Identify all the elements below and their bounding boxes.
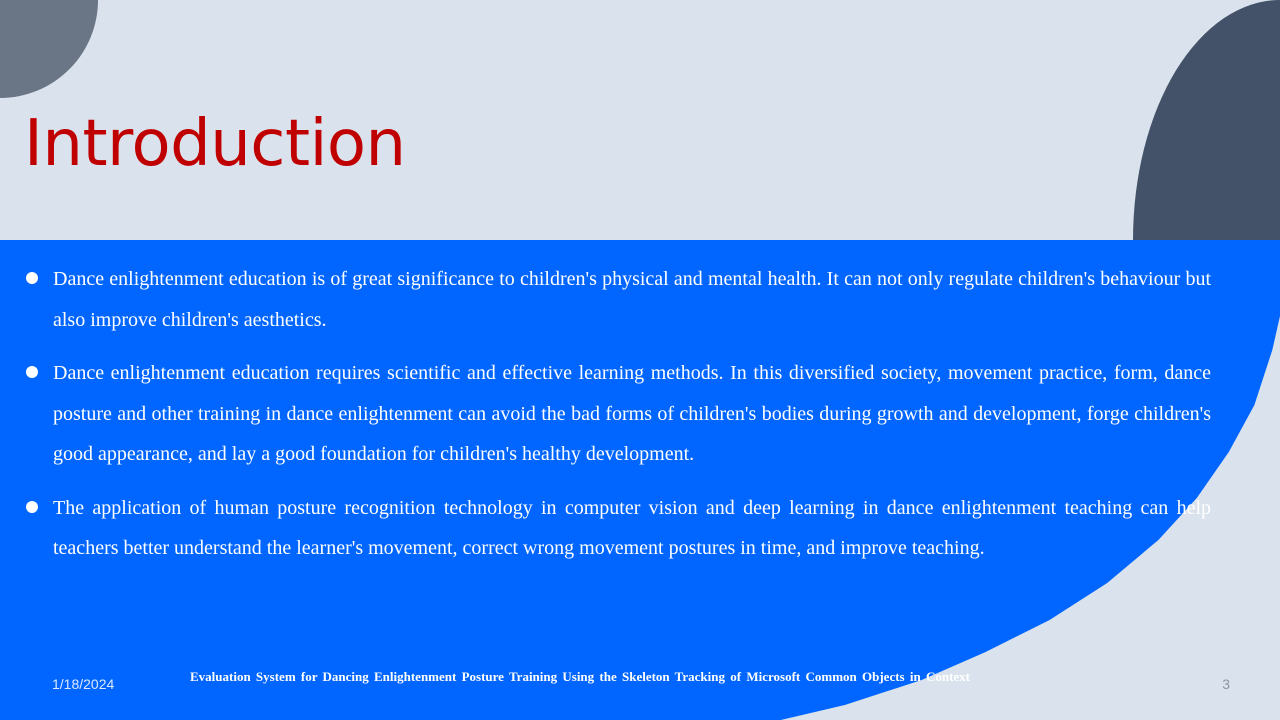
bullet-item [24,259,1211,340]
bullet-dot-icon [26,501,38,513]
bullet-text: The application of human posture recognition technology in computer vision and deep learning in dance enlightenment teaching can help teachers better understand the learner's movement, correct wrong movement postures in time, and improve teaching. [53,496,1211,559]
page-number: 3 [1222,676,1230,692]
bullet-text: Dance enlightenment education requires scientific and effective learning methods. In this diversified society, movement practice, form, dance posture and other training in dance enlightenment can avoid the bad forms of children's bodies during growth and development, forge children's good appearance, and lay a good foundation for children's healthy development. [53,362,1211,465]
bullet-dot-icon [26,366,38,378]
bullet-item [24,488,1211,569]
bullet-item [24,353,1211,475]
bullet-list [24,259,1211,582]
leaf-shape-decoration [1133,0,1280,240]
bullet-dot-icon [26,272,38,284]
slide-title: Introduction [24,107,406,181]
footer-title: Evaluation System for Dancing Enlightenment Posture Training Using the Skeleton Tracking of Microsoft Common Objects in Context [190,669,970,684]
corner-circle-decoration [0,0,98,98]
bullet-text: Dance enlightenment education is of great significance to children's physical and mental health. It can not only regulate children's behaviour but also improve children's aesthetics. [53,268,1211,331]
footer-date: 1/18/2024 [52,676,115,692]
